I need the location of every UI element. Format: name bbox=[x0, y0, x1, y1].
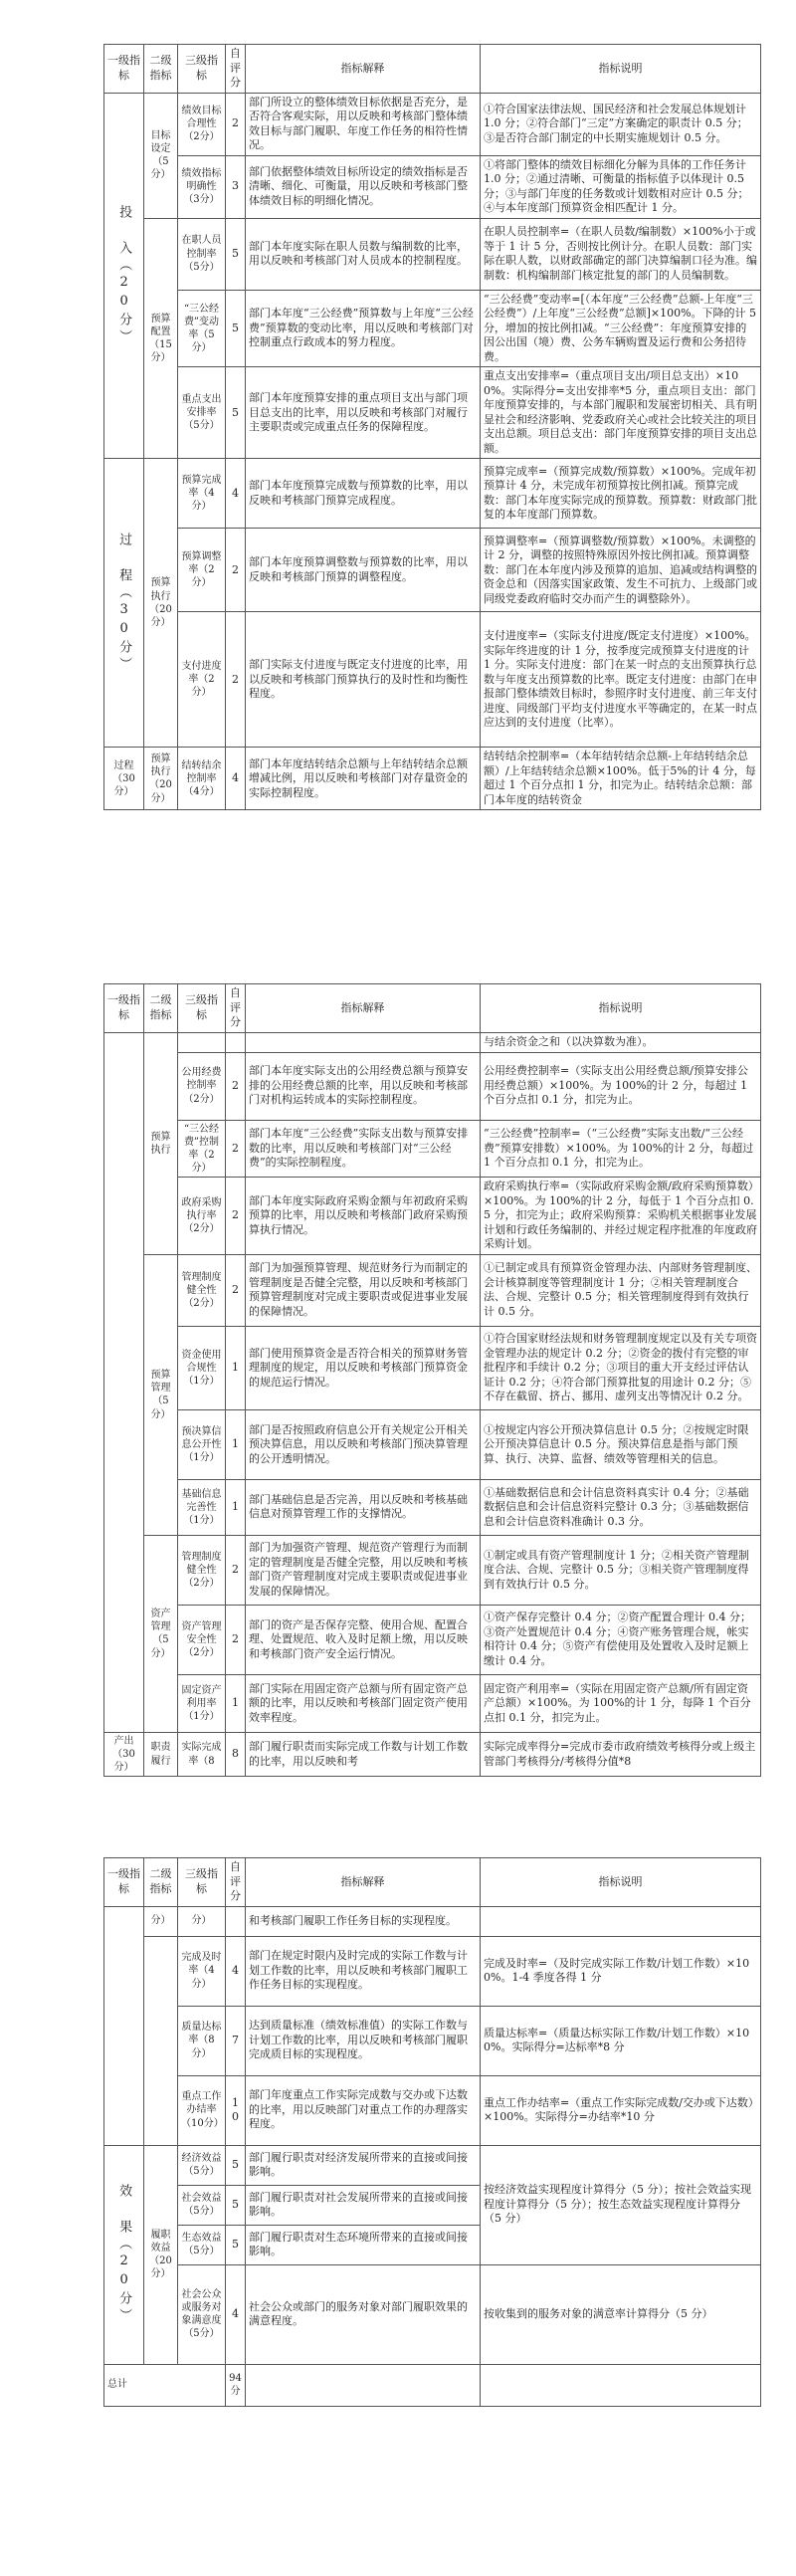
indicator-name: 绩效指标明确性（3分） bbox=[178, 155, 226, 218]
header-row bbox=[104, 1858, 761, 1907]
indicator-name: 固定资产利用率（1分） bbox=[178, 1674, 226, 1732]
header-score: 自评分 bbox=[226, 1858, 246, 1907]
table-row bbox=[104, 1254, 761, 1326]
indicator-description: ①符合国家财经法规和财务管理制度规定以及有关专项资金管理办法的规定计 0.2 分；②资金的拨付有完整的审批程序和手续计 0.2 分；③项目的重大开支经过评估认证计 0.2 分；④符合部门预算批复的用途计 0.2 分；⑤不存在截留、挤占、挪用、虚列支出等情况计 0.2 分。 bbox=[481, 1326, 761, 1409]
table-row bbox=[104, 1032, 761, 1052]
table-row bbox=[104, 1409, 761, 1479]
category-input: 投 入（20分） bbox=[104, 93, 144, 459]
indicator-explanation: 部门的资产是否保存完整、使用合规、配置合理、处置规范、收入及时足额上缴，用以反映和考核部门资产安全运行情况。 bbox=[246, 1605, 481, 1674]
indicator-description: 预算完成率=（预算完成数/预算数）×100%。完成年初预算计 4 分，未完成年初预算按比例扣减。预算完成数：部门本年度实际完成的预算数。预算数：财政部门批复的本年度部门预算数。 bbox=[481, 459, 761, 529]
indicator-score: 3 bbox=[226, 155, 246, 218]
table-row bbox=[104, 367, 761, 459]
indicator-description: ①资产保存完整计 0.4 分；②资产配置合理计 0.4 分；③资产处置规范计 0.4 分；④资产账务管理合规，帐实相符计 0.4 分；⑤资产有偿使用及处置收入及时足额上缴计 0.4 分。 bbox=[481, 1605, 761, 1674]
category-blank bbox=[104, 1906, 144, 2145]
evaluation-table-2 bbox=[103, 983, 761, 1777]
header-explanation: 指标解释 bbox=[246, 45, 481, 94]
table-row bbox=[104, 155, 761, 218]
indicator-explanation: 部门本年度实际在职人员数与编制数的比率，用以反映和考核部门对人员成本的控制程度。 bbox=[246, 218, 481, 290]
table-page-2 bbox=[103, 983, 760, 1777]
indicator-score: 2 bbox=[226, 1120, 246, 1178]
table-row bbox=[104, 218, 761, 290]
indicator-explanation: 部门本年度预算完成数与预算数的比率，用以反映和考核部门预算完成程度。 bbox=[246, 459, 481, 529]
indicator-score-empty bbox=[226, 1032, 246, 1052]
indicator-score: 1 bbox=[226, 1409, 246, 1479]
indicator-description: ①按规定内容公开预决算信息计 0.5 分；②按规定时限公开预决算信息计 0.5 分。预决算信息是指与部门预算、执行、决算、监督、绩效等管理相关的信息。 bbox=[481, 1409, 761, 1479]
continued-description: 与结余资金之和（以决算数为准）。 bbox=[481, 1032, 761, 1052]
indicator-explanation: 部门为加强预算管理、规范财务行为而制定的管理制度是否健全完整，用以反映和考核部门预算管理制度对完成主要职责或促进事业发展的保障情况。 bbox=[246, 1254, 481, 1326]
subcat-budget-exec: 预算执行 bbox=[144, 1032, 178, 1254]
indicator-description: “三公经费”变动率=[（本年度“三公经费”总额-上年度“三公经费”）/上年度“三公经费”总额]×100%。下降的计 5 分，增加的按比例扣减。“三公经费”：年度预算安排的因公出国（境）费、公务车辆购置及运行费和公务招待费。 bbox=[481, 290, 761, 367]
indicator-description: 预算调整率=（预算调整数/预算数）×100%。未调整的计 2 分，调整的按照特殊原因外按比例扣减。预算调整数：部门在本年度内涉及预算的追加、追减或结构调整的资金总和（因落实国家政策、发生不可抗力、上级部门或同级党委政府临时交办而产生的调整除外）。 bbox=[481, 529, 761, 612]
total-description-empty bbox=[481, 2364, 761, 2406]
indicator-score: 5 bbox=[226, 2145, 246, 2185]
table-row bbox=[104, 1479, 761, 1535]
subcat-output-cont: 分） bbox=[144, 1906, 178, 1936]
indicator-explanation: 部门依据整体绩效目标所设定的绩效指标是否清晰、细化、可衡量，用以反映和考核部门整体绩效目标的明细化情况。 bbox=[246, 155, 481, 218]
indicator-name: 公用经费控制率（2分） bbox=[178, 1052, 226, 1120]
indicator-score: 8 bbox=[226, 1732, 246, 1777]
indicator-description: 重点工作办结率=（重点工作实际完成数/交办或下达数）×100%。实际得分=办结率*10 分 bbox=[481, 2075, 761, 2145]
subcat-asset-mgmt: 资产管理（5分） bbox=[144, 1535, 178, 1732]
indicator-description: 结转结余控制率=（本年结转结余总额-上年结转结余总额）/上年结转结余总额×100%。低于5%的计 4 分，每超过 1 个百分点扣 1 分，扣完为止。结转结余总额：部门本年度的结转资金 bbox=[481, 748, 761, 810]
header-score: 自评分 bbox=[226, 45, 246, 94]
indicator-score: 7 bbox=[226, 2006, 246, 2075]
header-level2: 二级指标 bbox=[144, 984, 178, 1033]
indicator-name: 绩效目标合理性（2分） bbox=[178, 93, 226, 155]
indicator-explanation: 部门本年度“三公经费”预算数与上年度“三公经费”预算数的变动比率，用以反映和考核部门对控制重点行政成本的努力程度。 bbox=[246, 290, 481, 367]
table-row bbox=[104, 1326, 761, 1409]
header-description: 指标说明 bbox=[481, 45, 761, 94]
indicator-score: 1 bbox=[226, 1674, 246, 1732]
indicator-score: 5 bbox=[226, 367, 246, 459]
indicator-explanation: 部门在规定时限内及时完成的实际工作数与计划工作数的比率，用以反映和考核部门履职工作任务目标的实现程度。 bbox=[246, 1936, 481, 2006]
subcat-budget-mgmt: 预算管理（5分） bbox=[144, 1254, 178, 1535]
category-process-continued: 过程（30分） bbox=[104, 748, 144, 810]
table-row bbox=[104, 1605, 761, 1674]
table-row bbox=[104, 2145, 761, 2185]
indicator-score bbox=[226, 1906, 246, 1936]
subcat-perf-output: 职责履行 bbox=[144, 1732, 178, 1777]
table-row bbox=[104, 2006, 761, 2075]
indicator-name: 在职人员控制率（5分） bbox=[178, 218, 226, 290]
header-level3: 三级指标 bbox=[178, 45, 226, 94]
header-explanation: 指标解释 bbox=[246, 1858, 481, 1907]
indicator-score: 1 bbox=[226, 1479, 246, 1535]
indicator-explanation: 部门为加强资产管理、规范资产管理行为而制定的管理制度是否健全完整，用以反映和考核部门资产管理制度对完成主要职责或促进事业发展的保障情况。 bbox=[246, 1535, 481, 1605]
header-row bbox=[104, 45, 761, 94]
indicator-score: 2 bbox=[226, 1052, 246, 1120]
table-row bbox=[104, 2075, 761, 2145]
indicator-name: 经济效益（5分） bbox=[178, 2145, 226, 2185]
indicator-explanation: 达到质量标准（绩效标准值）的实际工作数与计划工作数的比率，用以反映和考核部门履职完成质目标的实现程度。 bbox=[246, 2006, 481, 2075]
indicator-description: ①将部门整体的绩效目标细化分解为具体的工作任务计 1.0 分；②通过清晰、可衡量的指标值予以体现计 0.5 分；③与部门年度的任务数或计划数相对应计 0.5 分；④与本年度部门预算资金相匹配计 1 分。 bbox=[481, 155, 761, 218]
indicator-description: ①已制定或具有预算资金管理办法、内部财务管理制度、会计核算制度等管理制度计 1 分；②相关管理制度合法、合规、完整计 0.5 分；相关管理制度得到有效执行计 0.5 分。 bbox=[481, 1254, 761, 1326]
indicator-score: 5 bbox=[226, 2185, 246, 2225]
indicator-explanation: 社会公众或部门的服务对象对部门履职效果的满意程度。 bbox=[246, 2264, 481, 2364]
total-label: 总计 bbox=[104, 2364, 226, 2406]
indicator-explanation: 部门本年度预算安排的重点项目支出与部门项目总支出的比率，用以反映和考核部门对履行主要职责或完成重点任务的保障程度。 bbox=[246, 367, 481, 459]
header-description: 指标说明 bbox=[481, 1858, 761, 1907]
indicator-description: 固定资产利用率=（实际在用固定资产总额/所有固定资产总额）×100%。为 100%的计 1 分，每降 1 个百分点扣 0.1 分，扣完为止。 bbox=[481, 1674, 761, 1732]
indicator-description: 重点支出安排率=（重点项目支出/项目总支出）×100%。实际得分=支出安排率*5 分，重点项目支出：部门年度预算安排的，与本部门履职和发展密切相关、具有明显社会和经济影响、党委政府关心或社会比较关注的项目支出总额。项目总支出：部门年度预算安排的项目支出总额。 bbox=[481, 367, 761, 459]
indicator-name: 社会公众或服务对象满意度（5分） bbox=[178, 2264, 226, 2364]
table-row bbox=[104, 529, 761, 612]
header-explanation: 指标解释 bbox=[246, 984, 481, 1033]
indicator-score: 5 bbox=[226, 218, 246, 290]
indicator-explanation: 部门本年度预算调整数与预算数的比率，用以反映和考核部门预算的调整程度。 bbox=[246, 529, 481, 612]
indicator-explanation: 部门履行职责对生态环境所带来的直接或间接影响。 bbox=[246, 2225, 481, 2264]
indicator-explanation: 部门所设立的整体绩效目标依据是否充分，是否符合客观实际，用以反映和考核部门整体绩效目标与部门履职、年度工作任务的相符性情况。 bbox=[246, 93, 481, 155]
indicator-description: 公用经费控制率=（实际支出公用经费总额/预算安排公用经费总额）×100%。为 100%的计 2 分，每超过 1 个百分点扣 0.1 分，扣完为止。 bbox=[481, 1052, 761, 1120]
indicator-score: 4 bbox=[226, 2264, 246, 2364]
table-row bbox=[104, 1120, 761, 1178]
indicator-name: 社会效益（5分） bbox=[178, 2185, 226, 2225]
indicator-name: 基础信息完善性（1分） bbox=[178, 1479, 226, 1535]
table-row bbox=[104, 1052, 761, 1120]
subcat-budget-config: 预算配置（15分） bbox=[144, 218, 178, 459]
table-row bbox=[104, 1178, 761, 1255]
evaluation-table-1 bbox=[103, 44, 761, 810]
indicator-name: 管理制度健全性（2分） bbox=[178, 1535, 226, 1605]
indicator-description: 按经济效益实现程度计算得分（5 分）；按社会效益实现程度计算得分（5 分）；按生态效益实现程度计算得分（5 分） bbox=[481, 2145, 761, 2264]
indicator-score: 2 bbox=[226, 1254, 246, 1326]
table-row bbox=[104, 290, 761, 367]
indicator-score: 5 bbox=[226, 290, 246, 367]
indicator-explanation: 部门是否按照政府信息公开有关规定公开相关预决算信息，用以反映和考核部门预决算管理的公开透明情况。 bbox=[246, 1409, 481, 1479]
subcat-blank bbox=[144, 1936, 178, 2145]
table-row bbox=[104, 1732, 761, 1777]
indicator-score: 2 bbox=[226, 93, 246, 155]
category-output: 产出（30分） bbox=[104, 1732, 144, 1777]
header-score: 自评分 bbox=[226, 984, 246, 1033]
indicator-name: 结转结余控制率（4分） bbox=[178, 748, 226, 810]
indicator-score: 4 bbox=[226, 1936, 246, 2006]
table-row bbox=[104, 93, 761, 155]
header-level1: 一级指标 bbox=[104, 45, 144, 94]
indicator-name-empty bbox=[178, 1032, 226, 1052]
table-page-3 bbox=[103, 1857, 760, 2407]
header-level3: 三级指标 bbox=[178, 1858, 226, 1907]
indicator-score: 4 bbox=[226, 748, 246, 810]
indicator-explanation: 部门本年度结转结余总额与上年结转结余总额增减比例，用以反映和考核部门对存量资金的实际控制程度。 bbox=[246, 748, 481, 810]
indicator-name: 管理制度健全性（2分） bbox=[178, 1254, 226, 1326]
table-row bbox=[104, 1674, 761, 1732]
indicator-explanation: 部门履行职责对社会发展所带来的直接或间接影响。 bbox=[246, 2185, 481, 2225]
indicator-description: “三公经费”控制率=（“三公经费”实际支出数/“三公经费”预算安排数）×100%。为 100%的计 2 分，每超过 1 个百分点扣 0.1 分，扣完为止。 bbox=[481, 1120, 761, 1178]
indicator-name: 重点支出安排率（5分） bbox=[178, 367, 226, 459]
indicator-description: ①符合国家法律法规、国民经济和社会发展总体规划计 1.0 分；②符合部门“三定”方案确定的职责计 0.5 分；③是否符合部门制定的中长期实施规划计 0.5 分。 bbox=[481, 93, 761, 155]
indicator-explanation: 部门履行职责对经济发展所带来的直接或间接影响。 bbox=[246, 2145, 481, 2185]
indicator-name: 生态效益（5分） bbox=[178, 2225, 226, 2264]
indicator-name: 支付进度率（2分） bbox=[178, 612, 226, 748]
header-description: 指标说明 bbox=[481, 984, 761, 1033]
indicator-name: 预算完成率（4分） bbox=[178, 459, 226, 529]
indicator-score: 1 bbox=[226, 1326, 246, 1409]
indicator-description: 政府采购执行率=（实际政府采购金额/政府采购预算数）×100%。为 100%的计 2 分，每低于 1 个百分点扣 0.5 分，扣完为止；政府采购预算：采购机关根据事业发展计划和行政任务编制的、并经过规定程序批准的年度政府采购计划。 bbox=[481, 1178, 761, 1255]
indicator-explanation: 部门履行职责而实际完成工作数与计划工作数的比率，用以反映和考 bbox=[246, 1732, 481, 1777]
subcat-budget-exec: 预算执行（20分） bbox=[144, 459, 178, 748]
header-level3: 三级指标 bbox=[178, 984, 226, 1033]
subcat-goal-setting: 目标设定（5分） bbox=[144, 93, 178, 218]
total-score: 94分 bbox=[226, 2364, 246, 2406]
table-row bbox=[104, 1906, 761, 1936]
header-level2: 二级指标 bbox=[144, 45, 178, 94]
table-row bbox=[104, 459, 761, 529]
table-row bbox=[104, 612, 761, 748]
indicator-score: 5 bbox=[226, 2225, 246, 2264]
indicator-description: 质量达标率=（质量达标实际工作数/计划工作数）×100%。实际得分=达标率*8 分 bbox=[481, 2006, 761, 2075]
table-row bbox=[104, 1535, 761, 1605]
indicator-score: 2 bbox=[226, 1535, 246, 1605]
indicator-score: 2 bbox=[226, 1178, 246, 1255]
indicator-description: 在职人员控制率=（在职人员数/编制数）×100%小于或等于 1 计 5 分，否则按比例计分。在职人员数：部门实际在职人数，以财政部确定的部门决算编制口径为准。编制数：机构编制部门核定批复的部门的人员编制数。 bbox=[481, 218, 761, 290]
subcat-perf-eff: 履职效益（20分） bbox=[144, 2145, 178, 2364]
indicator-name: 分） bbox=[178, 1906, 226, 1936]
indicator-score: 2 bbox=[226, 529, 246, 612]
indicator-description: 支付进度率=（实际支付进度/既定支付进度）×100%。实际年终进度的计 1 分，按季度完成预算支付进度的计 1 分。实际支付进度：部门在某一时点的支出预算执行总数与年度支出预算数的比率。既定支付进度：由部门在申报部门整体绩效目标时，参照序时支付进度、前三年支付进度、同级部门平均支付进度水平等确定的，在某一时点应达到的支付进度（比率）。 bbox=[481, 612, 761, 748]
subcat-budget-exec-2: 预算执行（20分） bbox=[144, 748, 178, 810]
header-level1: 一级指标 bbox=[104, 984, 144, 1033]
indicator-description: ①基础数据信息和会计信息资料真实计 0.4 分；②基础数据信息和会计信息资料完整计 0.3 分；③基础数据信息和会计信息资料准确计 0.3 分。 bbox=[481, 1479, 761, 1535]
indicator-explanation: 部门实际在用固定资产总额与所有固定资产总额的比率，用以反映和考核部门固定资产使用效率程度。 bbox=[246, 1674, 481, 1732]
category-blank bbox=[104, 1032, 144, 1732]
indicator-score: 2 bbox=[226, 1605, 246, 1674]
indicator-name: 完成及时率（4分） bbox=[178, 1936, 226, 2006]
category-process: 过 程（30分） bbox=[104, 459, 144, 748]
indicator-description: ①制定或具有资产管理制度计 1 分；②相关资产管理制度合法、合规、完整计 0.5 分；③相关资产管理制度得到有效执行计 0.5 分。 bbox=[481, 1535, 761, 1605]
indicator-name: “三公经费”控制率（2分） bbox=[178, 1120, 226, 1178]
indicator-name: 预决算信息公开性（1分） bbox=[178, 1409, 226, 1479]
indicator-name: 资产管理安全性（2分） bbox=[178, 1605, 226, 1674]
table-row bbox=[104, 1936, 761, 2006]
indicator-name: 质量达标率（8分） bbox=[178, 2006, 226, 2075]
indicator-explanation: 部门基础信息是否完善，用以反映和考核基础信息对预算管理工作的支撑情况。 bbox=[246, 1479, 481, 1535]
indicator-explanation-empty bbox=[246, 1032, 481, 1052]
table-row bbox=[104, 748, 761, 810]
indicator-explanation: 部门本年度“三公经费”实际支出数与预算安排数的比率，用以反映和考核部门对“三公经费”的实际控制程度。 bbox=[246, 1120, 481, 1178]
header-level2: 二级指标 bbox=[144, 1858, 178, 1907]
indicator-name: 政府采购执行率（2分） bbox=[178, 1178, 226, 1255]
indicator-score: 2 bbox=[226, 612, 246, 748]
indicator-explanation: 部门年度重点工作实际完成数与交办或下达数的比率，用以反映部门对重点工作的办理落实程度。 bbox=[246, 2075, 481, 2145]
indicator-explanation: 部门使用预算资金是否符合相关的预算财务管理制度的规定，用以反映和考核部门预算资金的规范运行情况。 bbox=[246, 1326, 481, 1409]
header-level1: 一级指标 bbox=[104, 1858, 144, 1907]
indicator-description: 实际完成率得分=完成市委市政府绩效考核得分或上级主管部门考核得分/考核得分值*8 bbox=[481, 1732, 761, 1777]
indicator-name: 预算调整率（2分） bbox=[178, 529, 226, 612]
indicator-score: 10 bbox=[226, 2075, 246, 2145]
indicator-explanation: 部门本年度实际政府采购金额与年初政府采购预算的比率，用以反映和考核部门政府采购预算执行情况。 bbox=[246, 1178, 481, 1255]
indicator-description: 完成及时率=（及时完成实际工作数/计划工作数）×100%。1-4 季度各得 1 分 bbox=[481, 1936, 761, 2006]
total-explanation-empty bbox=[246, 2364, 481, 2406]
indicator-name: “三公经费”变动率（5分） bbox=[178, 290, 226, 367]
table-page-1 bbox=[103, 44, 760, 810]
indicator-description bbox=[481, 1906, 761, 1936]
indicator-explanation: 部门本年度实际支出的公用经费总额与预算安排的公用经费总额的比率，用以反映和考核部门对机构运转成本的实际控制程度。 bbox=[246, 1052, 481, 1120]
header-row bbox=[104, 984, 761, 1033]
indicator-explanation: 和考核部门履职工作任务目标的实现程度。 bbox=[246, 1906, 481, 1936]
indicator-score: 4 bbox=[226, 459, 246, 529]
indicator-explanation: 部门实际支付进度与既定支付进度的比率，用以反映和考核部门预算执行的及时性和均衡性程度。 bbox=[246, 612, 481, 748]
indicator-name: 实际完成率（8 bbox=[178, 1732, 226, 1777]
evaluation-table-3 bbox=[103, 1857, 761, 2407]
indicator-name: 重点工作办结率（10分） bbox=[178, 2075, 226, 2145]
indicator-name: 资金使用合规性（1分） bbox=[178, 1326, 226, 1409]
category-effect: 效 果（20分） bbox=[104, 2145, 144, 2364]
indicator-description: 按收集到的服务对象的满意率计算得分（5 分） bbox=[481, 2264, 761, 2364]
table-row bbox=[104, 2264, 761, 2364]
total-row bbox=[104, 2364, 761, 2406]
